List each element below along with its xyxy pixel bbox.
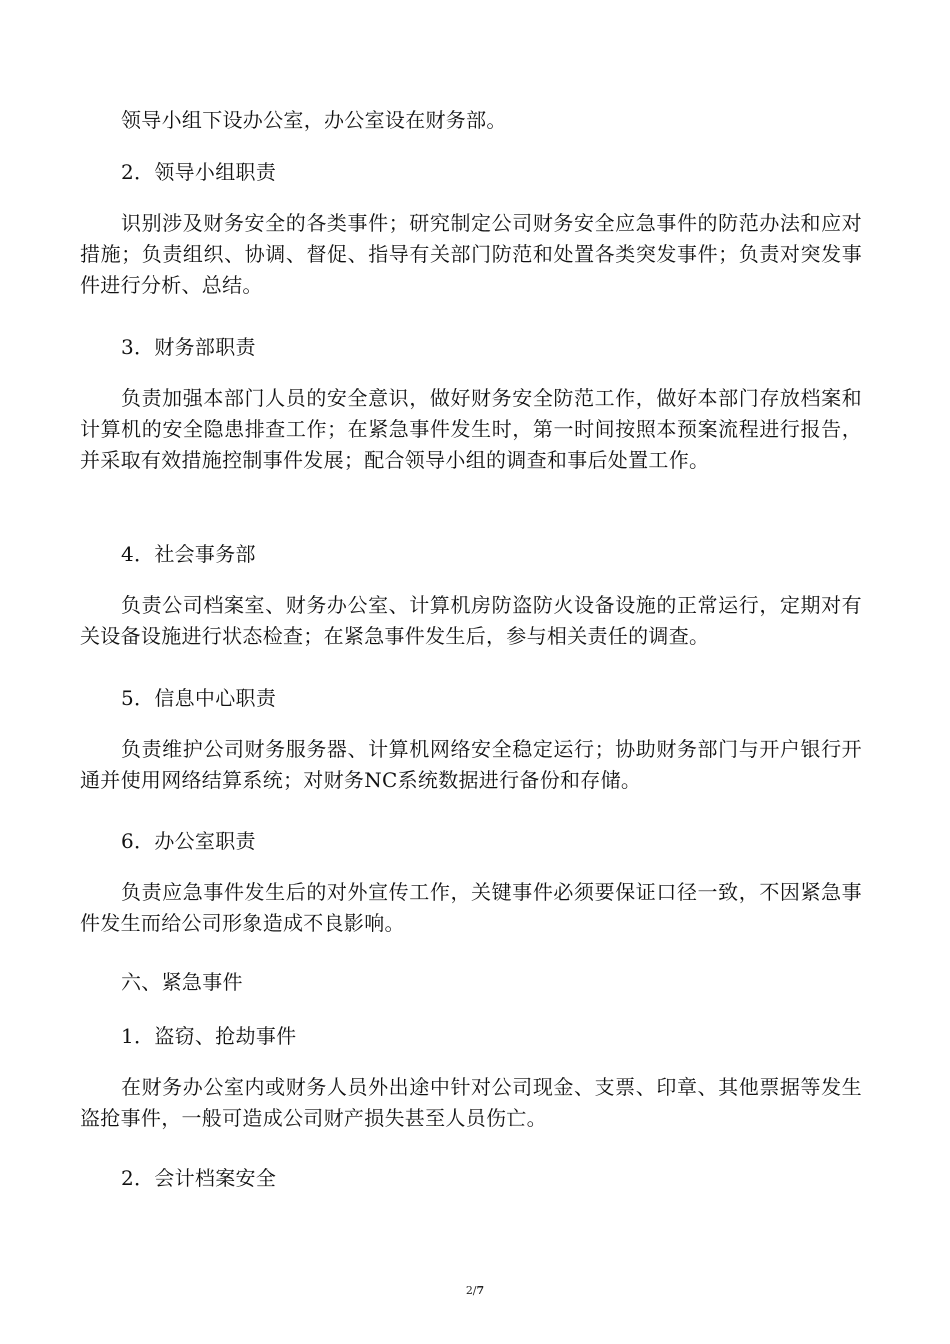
heading-text: 5．信息中心职责 xyxy=(121,686,277,710)
paragraph xyxy=(80,877,862,939)
paragraph-text: 在财务办公室内或财务人员外出途中针对公司现金、支票、印章、其他票据等发生盗抢事件，一般可造成公司财产损失甚至人员伤亡。 xyxy=(80,1075,862,1130)
paragraph xyxy=(80,105,862,136)
paragraph-text: 识别涉及财务安全的各类事件；研究制定公司财务安全应急事件的防范办法和应对措施；负责组织、协调、督促、指导有关部门防范和处置各类突发事件；负责对突发事件进行分析、总结。 xyxy=(80,211,862,297)
section-heading xyxy=(80,1021,862,1052)
section-heading xyxy=(80,157,862,188)
paragraph xyxy=(80,383,862,476)
heading-text: 2．领导小组职责 xyxy=(121,160,277,184)
heading-text: 六、紧急事件 xyxy=(121,970,243,994)
paragraph-text: 负责应急事件发生后的对外宣传工作，关键事件必须要保证口径一致，不因紧急事件发生而给公司形象造成不良影响。 xyxy=(80,880,862,935)
section-heading xyxy=(80,683,862,714)
heading-text: 1．盗窃、抢劫事件 xyxy=(121,1024,297,1048)
heading-text: 4．社会事务部 xyxy=(121,542,256,566)
paragraph xyxy=(80,590,862,652)
paragraph-text: 负责维护公司财务服务器、计算机网络安全稳定运行；协助财务部门与开户银行开通并使用网络结算系统；对财务NC系统数据进行备份和存储。 xyxy=(80,737,862,792)
paragraph-text: 负责加强本部门人员的安全意识，做好财务安全防范工作，做好本部门存放档案和计算机的安全隐患排查工作；在紧急事件发生时，第一时间按照本预案流程进行报告，并采取有效措施控制事件发展；配合领导小组的调查和事后处置工作。 xyxy=(80,386,862,472)
section-heading xyxy=(80,826,862,857)
heading-text: 3．财务部职责 xyxy=(121,335,256,359)
paragraph-text: 领导小组下设办公室，办公室设在财务部。 xyxy=(121,108,507,132)
paragraph xyxy=(80,208,862,301)
heading-text: 6．办公室职责 xyxy=(121,829,256,853)
paragraph xyxy=(80,1072,862,1134)
page-number-total: 7 xyxy=(476,1284,485,1297)
section-heading xyxy=(80,967,862,998)
paragraph-text: 负责公司档案室、财务办公室、计算机房防盗防火设备设施的正常运行，定期对有关设备设施进行状态检查；在紧急事件发生后，参与相关责任的调查。 xyxy=(80,593,862,648)
paragraph xyxy=(80,734,862,796)
section-heading xyxy=(80,539,862,570)
section-heading xyxy=(80,332,862,363)
page-number xyxy=(0,1284,950,1297)
page-number-current: 2/ xyxy=(465,1284,477,1297)
section-heading xyxy=(80,1163,862,1194)
heading-text: 2．会计档案安全 xyxy=(121,1166,277,1190)
